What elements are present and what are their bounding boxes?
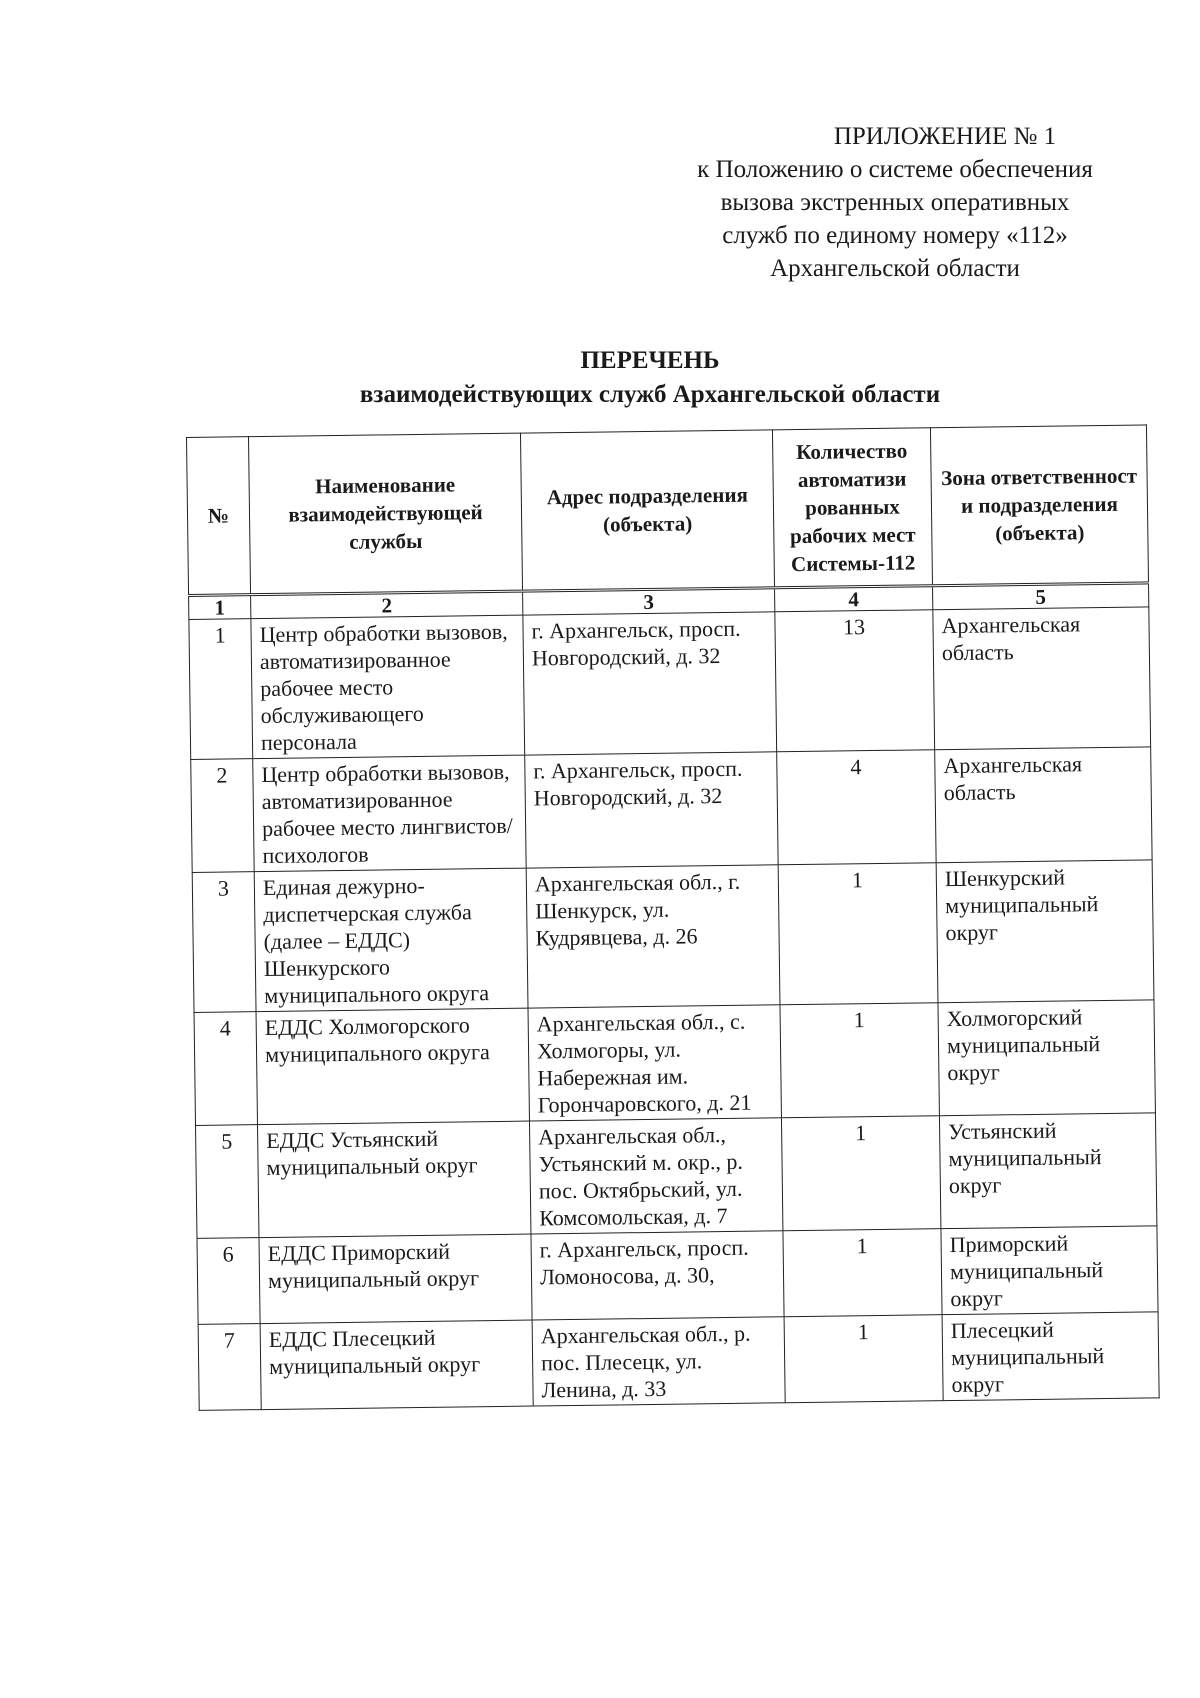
column-header-zone: Зона ответственност и подразделения (объекта)	[930, 425, 1148, 586]
workstation-count: 1	[783, 1229, 942, 1317]
service-name: ЕДДС Плесецкий муниципальный округ	[260, 1320, 533, 1410]
heading-subtitle: взаимодействующих служб Архангельской области	[359, 381, 941, 408]
service-name: ЕДДС Приморский муниципальный округ	[259, 1234, 532, 1324]
annex-block	[640, 120, 1150, 285]
row-number: 2	[191, 759, 254, 873]
responsibility-zone: Архангельская область	[935, 747, 1152, 863]
table-row	[192, 860, 1154, 1013]
responsibility-zone: Холмогорский муниципальный округ	[938, 1000, 1155, 1116]
responsibility-zone: Устьянский муниципальный округ	[939, 1113, 1156, 1229]
column-header-count: Количество автоматизи рованных рабочих мест Системы-112	[772, 428, 932, 588]
workstation-count: 13	[775, 610, 935, 752]
workstation-count: 1	[784, 1315, 943, 1403]
column-header-address: Адрес подразделения (объекта)	[520, 430, 774, 591]
row-number: 6	[197, 1238, 260, 1325]
annex-line: Архангельской области	[770, 255, 1020, 282]
responsibility-zone: Приморский муниципальный округ	[941, 1226, 1158, 1315]
responsibility-zone: Архангельская область	[933, 607, 1151, 750]
table-row	[191, 747, 1152, 873]
service-address: г. Архангельск, просп. Новгородский, д. 32	[523, 612, 777, 755]
column-number: 4	[775, 586, 933, 612]
document-heading	[250, 344, 1050, 412]
services-table	[186, 424, 1160, 1410]
service-name: ЕДДС Устьянский муниципальный округ	[258, 1121, 531, 1238]
service-name: ЕДДС Холмогорского муниципального округа	[256, 1008, 529, 1125]
table-row	[198, 1312, 1159, 1411]
column-number: 2	[251, 591, 523, 619]
service-address: г. Архангельск, просп. Ломоносова, д. 30,	[531, 1231, 784, 1320]
row-number: 3	[192, 872, 256, 1013]
service-address: г. Архангельск, просп. Новгородский, д. 32	[525, 752, 778, 868]
table-row	[189, 607, 1151, 760]
service-name: Центр обработки вызовов, автоматизированное рабочее место лингвистов/психологов	[253, 755, 526, 872]
table-header-row	[187, 425, 1149, 596]
service-address: Архангельская обл., Устьянский м. окр., р. пос. Октябрьский, ул. Комсомольская, д. 7	[529, 1118, 782, 1234]
column-header-num: №	[187, 437, 251, 596]
annex-title: ПРИЛОЖЕНИЕ № 1	[833, 123, 1057, 150]
table-row	[194, 1000, 1155, 1126]
responsibility-zone: Шенкурский муниципальный округ	[936, 860, 1154, 1003]
table-row	[196, 1113, 1157, 1239]
annex-line: вызова экстренных оперативных	[720, 189, 1070, 216]
row-number: 1	[189, 619, 253, 760]
workstation-count: 1	[780, 1003, 939, 1118]
column-number: 5	[933, 583, 1149, 610]
row-number: 4	[194, 1012, 257, 1126]
service-name: Единая дежурно-диспетчерская служба (далее – ЕДДС) Шенкурского муниципального округа	[254, 868, 528, 1012]
workstation-count: 1	[781, 1116, 940, 1231]
row-number: 7	[198, 1324, 261, 1411]
workstation-count: 1	[778, 863, 938, 1005]
workstation-count: 4	[777, 750, 936, 865]
service-name: Центр обработки вызовов, автоматизированное рабочее место обслуживающего персонала	[251, 615, 525, 759]
column-number: 3	[523, 588, 775, 615]
table-row	[197, 1226, 1158, 1325]
service-address: Архангельская обл., г. Шенкурск, ул. Кудрявцева, д. 26	[526, 865, 780, 1008]
service-address: Архангельская обл., с. Холмогоры, ул. Набережная им. Горончаровского, д. 21	[528, 1005, 781, 1121]
annex-line: служб по единому номеру «112»	[722, 222, 1068, 249]
annex-line: к Положению о системе обеспечения	[697, 156, 1093, 183]
row-number: 5	[196, 1125, 259, 1239]
service-address: Архангельская обл., р. пос. Плесецк, ул. Ленина, д. 33	[532, 1317, 785, 1406]
heading-title: ПЕРЕЧЕНЬ	[580, 347, 720, 374]
column-header-name: Наименование взаимодействующей службы	[249, 433, 523, 595]
responsibility-zone: Плесецкий муниципальный округ	[942, 1312, 1159, 1401]
column-number: 1	[189, 595, 251, 620]
